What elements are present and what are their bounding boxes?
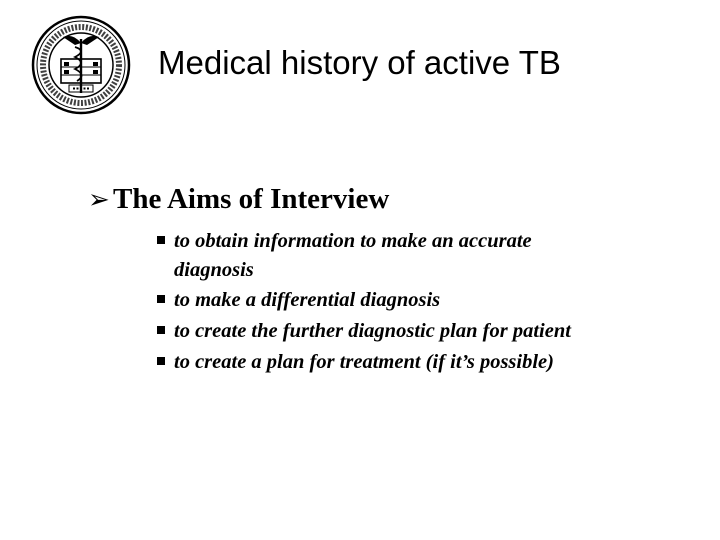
section-heading-text: The Aims of Interview <box>113 183 390 215</box>
aims-list <box>156 227 676 378</box>
square-bullet-icon <box>157 295 165 303</box>
list-item <box>156 316 676 347</box>
square-bullet-icon <box>157 236 165 244</box>
list-item-text: to create a plan for treatment (if it’s possible) <box>174 351 554 373</box>
square-bullet-icon <box>157 326 165 334</box>
square-bullet-icon <box>157 357 165 365</box>
list-item <box>156 347 676 378</box>
section-heading <box>88 183 389 216</box>
list-item-text: to make a differential diagnosis <box>174 289 441 311</box>
list-item-text: to obtain information to make an accurate diagnosis <box>174 230 532 281</box>
university-seal-icon <box>31 15 131 115</box>
list-item-text: to create the further diagnostic plan for patient <box>174 320 571 342</box>
slide-title: Medical history of active TB <box>158 44 561 81</box>
list-item <box>156 285 676 316</box>
list-item <box>156 227 604 285</box>
arrow-bullet-icon: ➢ <box>88 184 110 215</box>
